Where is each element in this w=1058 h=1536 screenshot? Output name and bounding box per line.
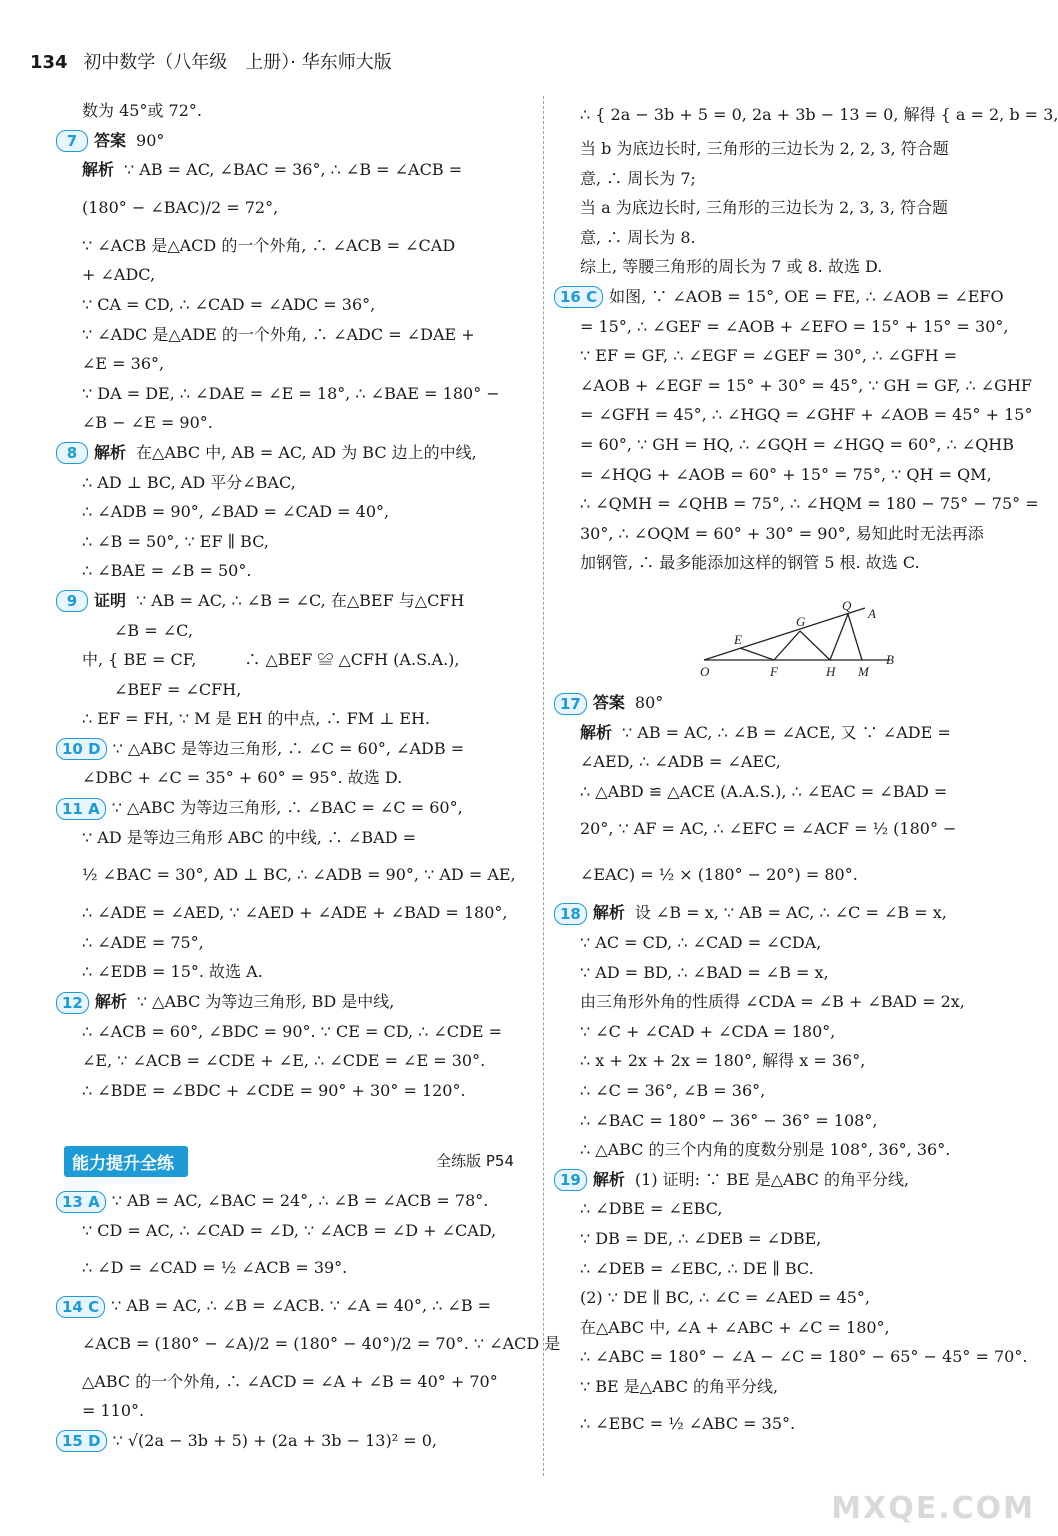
line-text: ∴ ∠QMH = ∠QHB = 75°, ∴ ∠HQM = 180 − 75° − 75° = <box>580 494 1039 514</box>
answer-keyword: 解析 <box>82 160 115 180</box>
answer-keyword: 解析 <box>580 722 613 742</box>
question-number-badge: 13 A <box>56 1191 106 1213</box>
solution-line <box>560 688 1020 718</box>
label-m: M <box>858 664 869 679</box>
label-h: H <box>826 664 836 679</box>
line-text: ∵ CA = CD, ∴ ∠CAD = ∠ADC = 36°, <box>82 294 376 314</box>
line-text: 90° <box>136 130 165 150</box>
label-g: G <box>796 614 806 629</box>
line-text: 数为 45°或 72°. <box>82 101 202 120</box>
solution-line <box>82 928 522 958</box>
line-text: ∴ △ABD ≌ △ACE (A.A.S.), ∴ ∠EAC = ∠BAD = <box>580 781 948 801</box>
solution-line <box>580 958 1020 988</box>
solution-line <box>82 1216 522 1246</box>
question-number-badge: 18 <box>554 903 587 925</box>
solution-line <box>82 1245 522 1291</box>
line-text: ∴ ∠EDB = 15°. 故选 A. <box>82 962 263 982</box>
solution-line <box>82 185 522 231</box>
line-text: ∵ AC = CD, ∴ ∠CAD = ∠CDA, <box>580 932 822 952</box>
solution-line <box>580 430 1020 460</box>
solution-line <box>82 527 522 557</box>
solution-line <box>560 898 1020 928</box>
solution-line <box>580 1313 1020 1343</box>
solution-line <box>580 223 1020 253</box>
line-text: ∵ ∠C + ∠CAD + ∠CDA = 180°, <box>580 1021 836 1041</box>
question-number-badge: 15 D <box>56 1430 107 1452</box>
question-number-badge: 9 <box>56 590 88 612</box>
line-text: ∴ x + 2x + 2x = 180°, 解得 x = 36°, <box>580 1051 866 1071</box>
solution-line <box>82 763 522 793</box>
line-text: ∵ AB = AC, ∠BAC = 24°, ∴ ∠B = ∠ACB = 78°. <box>111 1191 489 1210</box>
line-text: ∵ AB = AC, ∴ ∠B = ∠ACE, 又 ∵ ∠ADE = <box>622 722 951 742</box>
line-text: = ∠GFH = 45°, ∴ ∠HGQ = ∠GHF + ∠AOB = 45° + 15° <box>580 405 1033 425</box>
line-text: 加钢管, ∴ 最多能添加这样的钢管 5 根. 故选 C. <box>580 553 920 573</box>
solution-line <box>580 1342 1028 1372</box>
solution-line <box>66 126 522 156</box>
solution-line <box>82 231 522 261</box>
label-q: Q <box>842 598 852 613</box>
line-text: ∵ △ABC 是等边三角形, ∴ ∠C = 60°, ∠ADB = <box>112 738 465 758</box>
line-text: 意, ∴ 周长为 8. <box>580 227 696 247</box>
page-number: 134 <box>30 52 68 73</box>
answer-keyword: 解析 <box>592 1169 625 1189</box>
label-a: A <box>868 606 876 621</box>
line-text: ½ ∠BAC = 30°, AD ⊥ BC, ∴ ∠ADB = 90°, ∵ AD = AE, <box>82 865 516 885</box>
line-text: ∵ AB = AC, ∴ ∠B = ∠C, 在△BEF 与△CFH <box>136 590 465 610</box>
line-text: ∴ △ABC 的三个内角的度数分别是 108°, 36°, 36°. <box>580 1140 951 1160</box>
solution-line <box>62 1426 522 1456</box>
solution-line <box>580 193 1020 223</box>
line-text: ∴ ∠ADB = 90°, ∠BAD = ∠CAD = 40°, <box>82 502 390 522</box>
column-divider <box>543 96 544 1476</box>
solution-line <box>82 290 522 320</box>
steel-pipe-figure <box>690 596 910 686</box>
solution-line <box>580 1401 1020 1447</box>
pipe-qm <box>848 614 862 660</box>
pipe-gh <box>800 631 830 660</box>
line-text: ∠B = ∠C, <box>82 620 193 640</box>
line-text: ∵ AB = AC, ∠BAC = 36°, ∴ ∠B = ∠ACB = <box>124 160 463 180</box>
line-text: 在△ABC 中, ∠A + ∠ABC + ∠C = 180°, <box>580 1317 890 1337</box>
line-text: ∴ ∠ADE = ∠AED, ∵ ∠AED + ∠ADE + ∠BAD = 180°, <box>82 903 508 923</box>
line-text: ∠ACB = (180° − ∠A)/2 = (180° − 40°)/2 = 70°. ∵ ∠ACD 是 <box>82 1333 561 1353</box>
line-text: ∴ { 2a − 3b + 5 = 0, 2a + 3b − 13 = 0, 解得 { a = 2, b = 3, <box>580 105 1058 124</box>
line-text: ∠E = 36°, <box>82 354 165 374</box>
solution-line <box>580 718 1020 748</box>
solution-line <box>580 1076 1020 1106</box>
line-text: (1) 证明: ∵ BE 是△ABC 的角平分线, <box>634 1169 910 1189</box>
line-text: ∵ △ABC 为等边三角形, ∴ ∠BAC = ∠C = 60°, <box>111 798 463 818</box>
question-number-badge: 11 A <box>56 798 106 820</box>
solution-line <box>580 400 1033 430</box>
line-text: ∴ ∠D = ∠CAD = ½ ∠ACB = 39°. <box>82 1258 348 1278</box>
solution-line <box>82 823 522 853</box>
solution-line <box>62 1291 522 1321</box>
pipe-ef <box>740 648 774 660</box>
line-text: 设 ∠B = x, ∵ AB = AC, ∴ ∠C = ∠B = x, <box>634 903 947 923</box>
line-text: 30°, ∴ ∠OQM = 60° + 30° = 90°, 易知此时无法再添 <box>580 523 984 543</box>
line-text: ∴ AD ⊥ BC, AD 平分∠BAC, <box>82 472 296 492</box>
solution-line <box>82 155 522 185</box>
solution-line <box>580 1046 1020 1076</box>
solution-line <box>560 282 1020 312</box>
label-e: E <box>734 632 742 647</box>
solution-line <box>82 260 522 290</box>
line-text: ∵ BE 是△ABC 的角平分线, <box>580 1376 779 1396</box>
line-text: ∵ DA = DE, ∴ ∠DAE = ∠E = 18°, ∴ ∠BAE = 180° − <box>82 383 500 403</box>
solution-line <box>82 320 522 350</box>
solution-line <box>580 928 1020 958</box>
solution-line <box>580 1194 1020 1224</box>
solution-line <box>580 312 1020 342</box>
answer-keyword: 答案 <box>94 130 127 150</box>
page-header <box>30 48 392 74</box>
pipe-hq <box>830 614 848 660</box>
solution-line <box>82 497 522 527</box>
solution-line <box>82 675 522 705</box>
line-text: ∴ ∠EBC = ½ ∠ABC = 35°. <box>580 1414 796 1434</box>
solution-line <box>82 616 522 646</box>
line-text: 中, { BE = CF, ∴ △BEF ≌ △CFH (A.S.A.), <box>82 650 460 670</box>
line-text: ∵ DB = DE, ∴ ∠DEB = ∠DBE, <box>580 1228 822 1248</box>
line-text: ∵ EF = GF, ∴ ∠EGF = ∠GEF = 30°, ∴ ∠GFH = <box>580 346 958 366</box>
question-number-badge: 8 <box>56 442 88 464</box>
line-text: ∠DBC + ∠C = 35° + 60° = 95°. 故选 D. <box>82 768 403 788</box>
line-text: ∵ △ABC 为等边三角形, BD 是中线, <box>136 992 395 1012</box>
solution-line <box>580 519 1020 549</box>
solution-line <box>580 460 1020 490</box>
solution-line <box>82 1017 522 1047</box>
line-text: ∠EAC) = ½ × (180° − 20°) = 80°. <box>580 865 858 885</box>
solution-line <box>62 987 522 1017</box>
watermark: MXQE.COM <box>831 1491 1035 1526</box>
line-text: 意, ∴ 周长为 7; <box>580 168 696 188</box>
solution-line <box>82 1396 522 1426</box>
line-text: ∵ AD = BD, ∴ ∠BAD = ∠B = x, <box>580 962 829 982</box>
line-text: ∴ ∠DBE = ∠EBC, <box>580 1199 723 1219</box>
right-column <box>560 96 1058 578</box>
line-text: (180° − ∠BAC)/2 = 72°, <box>82 197 279 217</box>
answer-keyword: 解析 <box>94 992 127 1012</box>
solution-line <box>580 96 1058 134</box>
line-text: 综上, 等腰三角形的周长为 7 或 8. 故选 D. <box>580 257 883 277</box>
question-number-badge: 14 C <box>56 1296 105 1318</box>
line-text: ∵ ∠ACB 是△ACD 的一个外角, ∴ ∠ACB = ∠CAD <box>82 235 456 255</box>
solution-line <box>82 408 522 438</box>
solution-line <box>580 1135 1020 1165</box>
line-text: ∵ CD = AC, ∴ ∠CAD = ∠D, ∵ ∠ACB = ∠D + ∠CAD, <box>82 1220 497 1240</box>
solution-line <box>580 1254 1020 1284</box>
line-text: ∵ ∠ADC 是△ADE 的一个外角, ∴ ∠ADC = ∠DAE + <box>82 324 475 344</box>
answer-keyword: 解析 <box>94 442 127 462</box>
line-text: 如图, ∵ ∠AOB = 15°, OE = FE, ∴ ∠AOB = ∠EFO <box>609 286 1004 306</box>
line-text: ∠B − ∠E = 90°. <box>82 413 213 433</box>
solution-line <box>82 1046 522 1076</box>
solution-line <box>580 1017 1020 1047</box>
solution-line <box>580 341 1020 371</box>
line-text: ∵ √(2a − 3b + 5) + (2a + 3b − 13)² = 0, <box>112 1430 437 1450</box>
solution-line <box>580 1372 1020 1402</box>
solution-line <box>560 1165 1020 1195</box>
line-text: ∠AED, ∴ ∠ADB = ∠AEC, <box>580 752 781 772</box>
question-number-badge: 10 D <box>56 738 107 760</box>
line-text: = 15°, ∴ ∠GEF = ∠AOB + ∠EFO = 15° + 15° = 30°, <box>580 316 1009 336</box>
line-text: ∴ ∠BAE = ∠B = 50°. <box>82 561 252 581</box>
line-text: ∠AOB + ∠EGF = 15° + 30° = 45°, ∵ GH = GF, ∴ ∠GHF <box>580 375 1033 395</box>
line-text: ∠E, ∵ ∠ACB = ∠CDE + ∠E, ∴ ∠CDE = ∠E = 30°. <box>82 1051 486 1071</box>
line-text: ∴ ∠BDE = ∠BDC + ∠CDE = 90° + 30° = 120°. <box>82 1080 466 1100</box>
solution-line <box>82 96 522 126</box>
solution-line <box>82 704 522 734</box>
line-text: 80° <box>634 693 664 712</box>
solution-line <box>66 586 522 616</box>
solution-line <box>580 1106 1020 1136</box>
solution-line <box>82 1367 522 1397</box>
question-number-badge: 17 <box>554 693 587 715</box>
line-text: = 60°, ∵ GH = HQ, ∴ ∠GQH = ∠HGQ = 60°, ∴ ∠QHB <box>580 434 1015 454</box>
line-text: ∴ ∠ABC = 180° − ∠A − ∠C = 180° − 65° − 45° = 70°. <box>580 1347 1028 1367</box>
solution-line <box>580 987 1020 1017</box>
solution-line <box>82 1321 561 1367</box>
solution-line <box>82 957 522 987</box>
solution-line <box>580 806 1020 852</box>
solution-line <box>580 164 1020 194</box>
solution-line <box>62 734 522 764</box>
solution-line <box>82 349 522 379</box>
line-text: 当 b 为底边长时, 三角形的三边长为 2, 2, 3, 符合题 <box>580 139 949 158</box>
question-number-badge: 19 <box>554 1169 587 1191</box>
line-text: 在△ABC 中, AB = AC, AD 为 BC 边上的中线, <box>136 442 477 462</box>
line-text: 由三角形外角的性质得 ∠CDA = ∠B + ∠BAD = 2x, <box>580 992 965 1012</box>
line-text: ∴ ∠ACB = 60°, ∠BDC = 90°. ∵ CE = CD, ∴ ∠CDE = <box>82 1021 503 1041</box>
solution-line <box>62 793 522 823</box>
solution-line <box>82 852 522 898</box>
solution-line <box>580 747 1020 777</box>
line-text: ∴ ∠ADE = 75°, <box>82 932 204 952</box>
left-column-continued <box>62 1186 561 1456</box>
line-text: 当 a 为底边长时, 三角形的三边长为 2, 3, 3, 符合题 <box>580 198 949 218</box>
line-text: = ∠HQG + ∠AOB = 60° + 15° = 75°, ∵ QH = QM, <box>580 464 992 484</box>
line-text: ∴ ∠DEB = ∠EBC, ∴ DE ∥ BC. <box>580 1258 814 1278</box>
solution-line <box>82 379 522 409</box>
question-number-badge: 12 <box>56 992 89 1014</box>
solution-line <box>82 1076 522 1106</box>
line-text: + ∠ADC, <box>82 265 156 285</box>
solution-line <box>82 468 522 498</box>
question-number-badge: 16 C <box>554 286 603 308</box>
line-text: ∵ AD 是等边三角形 ABC 的中线, ∴ ∠BAD = <box>82 827 417 847</box>
right-column-continued <box>560 688 1028 1447</box>
section-ref: 全练版 P54 <box>436 1152 514 1170</box>
section-title: 能力提升全练 <box>64 1146 188 1177</box>
left-column <box>62 96 522 1105</box>
label-f: F <box>770 664 778 679</box>
solution-line <box>580 1283 1020 1313</box>
pipe-fg <box>774 631 800 660</box>
answer-keyword: 证明 <box>94 590 127 610</box>
answer-keyword: 答案 <box>592 693 625 712</box>
solution-line <box>580 371 1033 401</box>
line-text: = 110°. <box>82 1401 145 1421</box>
solution-line <box>62 1186 522 1216</box>
label-o: O <box>700 664 710 679</box>
answer-keyword: 解析 <box>592 903 625 923</box>
solution-line <box>66 438 522 468</box>
line-text: (2) ∵ DE ∥ BC, ∴ ∠C = ∠AED = 45°, <box>580 1288 870 1308</box>
line-text: ∴ ∠C = 36°, ∠B = 36°, <box>580 1080 766 1100</box>
line-text: △ABC 的一个外角, ∴ ∠ACD = ∠A + ∠B = 40° + 70° <box>82 1371 498 1391</box>
solution-line <box>82 645 522 675</box>
solution-line <box>580 852 1020 898</box>
label-b: B <box>886 652 894 667</box>
solution-line <box>580 777 1020 807</box>
line-text: ∴ EF = FH, ∵ M 是 EH 的中点, ∴ FM ⊥ EH. <box>82 709 431 729</box>
question-number-badge: 7 <box>56 130 88 152</box>
line-text: 20°, ∵ AF = AC, ∴ ∠EFC = ∠ACF = ½ (180° − <box>580 819 957 839</box>
line-text: ∴ ∠BAC = 180° − 36° − 36° = 108°, <box>580 1110 878 1130</box>
line-text: ∴ ∠B = 50°, ∵ EF ∥ BC, <box>82 531 269 551</box>
solution-line <box>580 548 1020 578</box>
line-text: ∠BEF = ∠CFH, <box>82 679 242 699</box>
solution-line <box>580 1224 1020 1254</box>
solution-line <box>82 898 522 928</box>
book-title: 初中数学（八年级 上册）· 华东师大版 <box>83 52 392 73</box>
line-text: ∵ AB = AC, ∴ ∠B = ∠ACB. ∵ ∠A = 40°, ∴ ∠B = <box>111 1296 492 1316</box>
section-banner <box>64 1146 514 1176</box>
solution-line <box>82 556 522 586</box>
solution-line <box>580 489 1039 519</box>
solution-line <box>580 252 1020 282</box>
solution-line <box>580 134 1020 164</box>
